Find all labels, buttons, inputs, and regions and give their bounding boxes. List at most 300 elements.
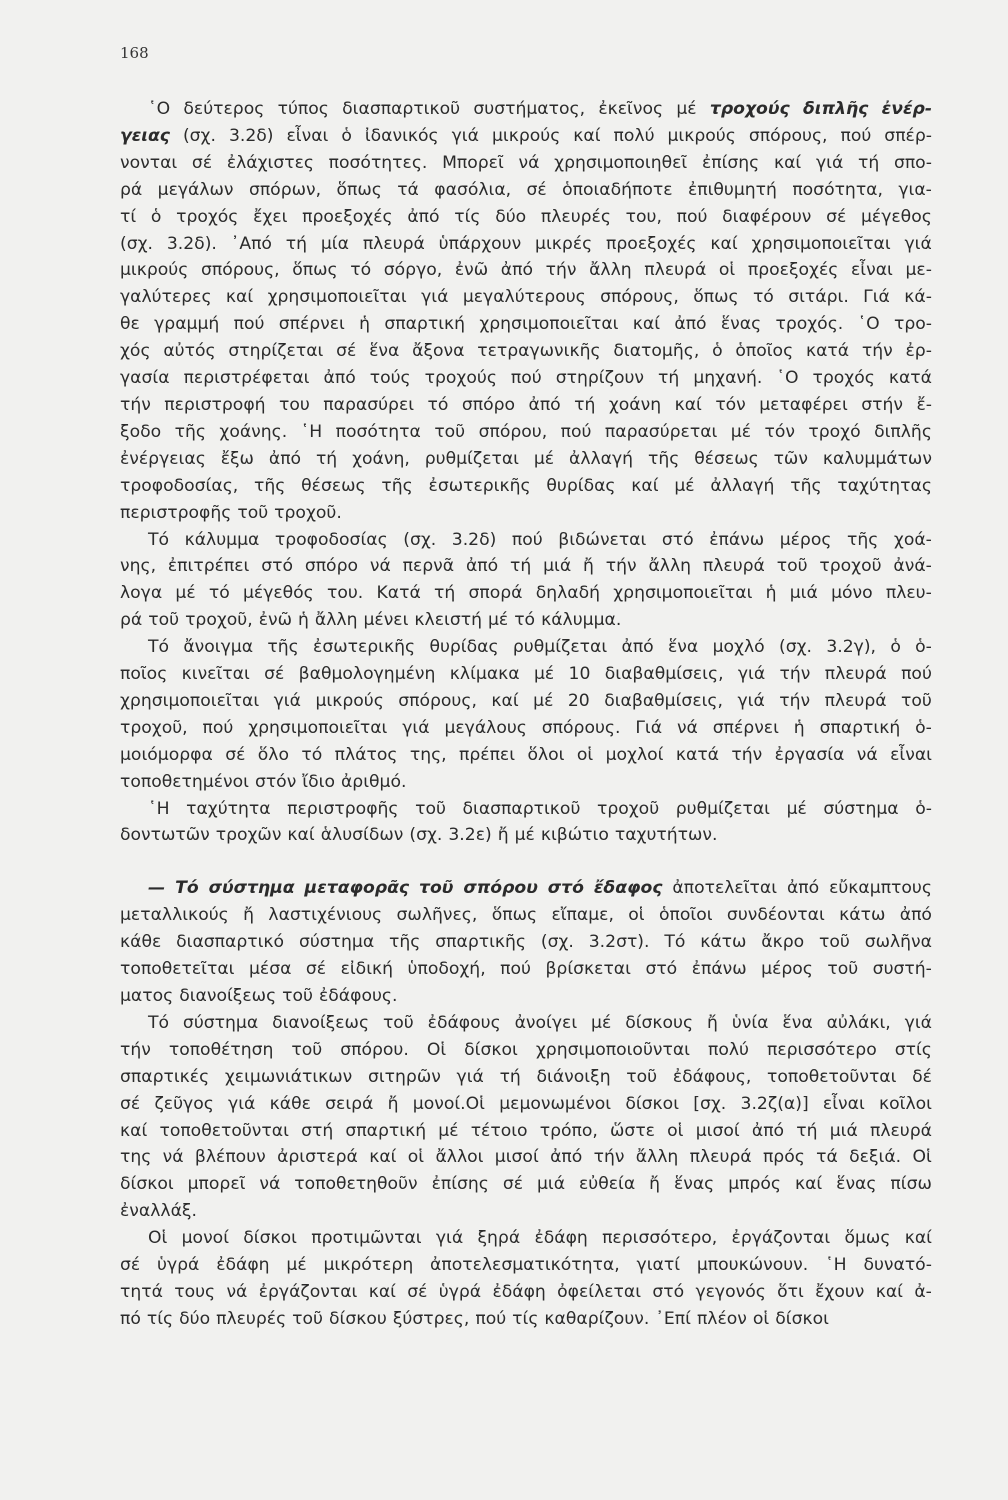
word: κατά: [675, 744, 720, 765]
word: πλευρά: [702, 556, 765, 577]
word: νά: [162, 1147, 184, 1168]
word: στηρίζουν: [555, 368, 645, 389]
word: τί: [120, 206, 137, 227]
word: τούς: [369, 368, 411, 389]
word: χοά-: [893, 529, 932, 550]
section-gap: [120, 849, 932, 875]
word: (σχ.: [778, 637, 812, 658]
word: ὥστε: [610, 1120, 655, 1141]
word: ἀνά-: [893, 556, 932, 577]
word: εἶναι: [890, 744, 932, 765]
word: ξηρά: [477, 1228, 521, 1249]
text-line: [120, 419, 932, 446]
word: τετραγωνικῆς: [477, 341, 601, 362]
word: προεξοχές: [606, 233, 697, 254]
word: ἤ: [649, 1174, 661, 1195]
word: συνδέονται: [726, 905, 825, 926]
word: σπαρτικές: [120, 1066, 210, 1087]
emphasized-word: διπλῆς: [802, 99, 869, 119]
word: σύστημα: [823, 798, 899, 819]
word: ὁ-: [915, 717, 932, 738]
word: 10: [568, 664, 591, 685]
word: σπόρο: [461, 394, 516, 415]
word: τήν: [779, 690, 811, 711]
word: ὅλο: [257, 744, 289, 765]
word: καλυμμάτων: [822, 448, 932, 469]
word: σύστημα: [182, 1012, 259, 1033]
word: ὁ: [712, 341, 723, 362]
text-line: [120, 1091, 932, 1118]
word: τοποθετεῖται: [120, 959, 235, 980]
word: τήν: [861, 341, 893, 362]
word: γιά: [904, 1012, 932, 1033]
word: χοάνη,: [352, 448, 410, 469]
word: της: [120, 1147, 152, 1168]
word: χρησιμοποιηθεῖ: [554, 152, 688, 173]
word: ἁλυσίδων: [320, 825, 404, 846]
word: ῾Ο: [857, 314, 880, 335]
text-line: [120, 1171, 932, 1198]
word: νης,: [120, 556, 157, 577]
word: καί: [631, 475, 659, 496]
word: διπλῆς: [874, 421, 932, 442]
text-line: [120, 607, 932, 634]
word: ὑγρά: [438, 1281, 482, 1302]
word: πλέον: [696, 1308, 747, 1329]
word: προεξοχές: [747, 260, 839, 281]
word: σέ: [826, 206, 847, 227]
word: τοποθετημένοι: [120, 771, 249, 792]
word: διαβαθμίσεις,: [604, 690, 723, 711]
word: ἐκεῖνος: [598, 99, 664, 119]
word: περνᾶ: [402, 556, 455, 577]
word: γιά: [273, 690, 301, 711]
word: χοάνης.: [219, 421, 288, 442]
word: καθαρίζουν.: [544, 1308, 650, 1329]
word: πού: [511, 529, 543, 550]
word: δοντωτῶν: [120, 825, 210, 846]
word: τό: [427, 394, 449, 415]
word: τοῦ: [901, 690, 932, 711]
text-line: [120, 365, 932, 392]
word: τήν: [779, 664, 811, 685]
word: σπόρους,: [200, 260, 280, 281]
word: τήν: [605, 556, 637, 577]
word: γιά: [904, 233, 932, 254]
word: ἔχει: [253, 206, 288, 227]
word: σέ: [120, 1093, 141, 1114]
word: ποσότητα,: [792, 179, 883, 200]
word: δίσκοι: [120, 1174, 174, 1195]
text-line: [120, 875, 932, 902]
word: πλευρά: [824, 664, 887, 685]
word: ἡ: [793, 717, 805, 738]
word: εὐθεία: [578, 1174, 636, 1195]
text-line: [120, 634, 932, 661]
word: ἐδάφη: [492, 1281, 546, 1302]
word: τῆς: [790, 475, 822, 496]
word: οἱ: [752, 1308, 770, 1329]
word: μεταλλικούς: [120, 905, 229, 926]
word: ξύστρες,: [392, 1308, 470, 1329]
emphasized-word: σύστημα: [208, 878, 295, 899]
word: τους: [174, 1281, 216, 1302]
paragraph: [120, 875, 932, 1010]
word: ἄκρο: [761, 932, 805, 953]
word: (σχ.: [409, 825, 443, 846]
word: ἀπό: [465, 556, 499, 577]
word: μισοί: [695, 1120, 740, 1141]
word: πλευρά: [824, 690, 887, 711]
word: τήν: [545, 260, 577, 281]
word: τήν: [593, 1147, 625, 1168]
word: περιστροφῆς: [120, 502, 232, 523]
word: ἀ-: [914, 1281, 932, 1302]
word: μέρος: [779, 529, 832, 550]
word: χρησιμοποιοῦνται: [535, 1039, 690, 1060]
word: 3.2στ).: [588, 932, 650, 953]
word: καί: [773, 152, 802, 173]
word: ταχύτητα: [186, 798, 271, 819]
word: διανοίξεως: [179, 986, 277, 1006]
word: ἐργασία: [774, 744, 845, 765]
word: νά: [226, 1281, 248, 1302]
word: τροφοδοσίας,: [120, 475, 239, 496]
word: δίσκοι: [775, 1308, 829, 1329]
word: ἄλλη: [648, 556, 692, 577]
word: εἶναι: [286, 125, 329, 146]
word: μιά: [536, 1174, 566, 1195]
paragraph: [120, 634, 932, 795]
body-text: [120, 96, 932, 1333]
word: γιά: [737, 664, 766, 685]
word: σπόρου,: [478, 421, 548, 442]
word: γεγονός: [695, 1281, 766, 1302]
paragraph: [120, 1010, 932, 1225]
word: σέ: [120, 1255, 141, 1276]
word: καί: [794, 1174, 823, 1195]
word: μηχανή.: [693, 368, 763, 389]
word: εἶναι: [851, 260, 893, 281]
word: μέ: [730, 421, 752, 442]
word: μιά: [543, 556, 572, 577]
word: ὁ-: [915, 798, 932, 819]
word: ὑνία: [731, 1012, 769, 1033]
word: ἀπό: [407, 206, 440, 227]
word: για-: [898, 179, 932, 200]
word: μέ: [533, 448, 555, 469]
word: καί: [368, 1281, 396, 1302]
word: διασπαρτικοῦ: [342, 99, 461, 119]
word: σπόρους,: [748, 125, 828, 146]
word: τό: [350, 260, 372, 281]
word: τοῦ: [819, 932, 850, 953]
word: γιά: [451, 125, 479, 146]
word: κάθε: [269, 1093, 311, 1114]
word: σέ: [264, 664, 285, 685]
word: μεγαλύτερους: [462, 287, 586, 308]
word: τή: [658, 368, 680, 389]
word: φασόλια,: [434, 179, 512, 200]
word: γιά: [421, 287, 449, 308]
word: διανοίξεως: [272, 1012, 370, 1033]
text-line: [120, 1225, 932, 1252]
word: 20: [567, 690, 590, 711]
word: κάθε: [120, 932, 162, 953]
word: τήν: [120, 394, 151, 415]
text-line: [120, 822, 932, 849]
word: ἤ: [707, 1012, 718, 1033]
text-line: [120, 473, 932, 500]
emphasized-word: γειας: [120, 125, 170, 146]
text-line: [120, 715, 932, 742]
word: ἐνέργειας: [120, 448, 206, 469]
word: γιά: [435, 1228, 464, 1249]
word: χός: [120, 341, 151, 362]
text-line: [120, 257, 932, 284]
word: γιά: [815, 152, 844, 173]
word: ὑγρά: [157, 1255, 200, 1276]
text-line: [120, 500, 932, 527]
word: μικρούς: [315, 690, 384, 711]
text-line: [120, 580, 932, 607]
text-line: [120, 1118, 932, 1145]
word: της,: [409, 744, 447, 765]
word: σέ: [305, 959, 327, 980]
word: Τό: [664, 932, 686, 953]
word: ὅτι: [777, 1281, 804, 1302]
word: (σχ.: [182, 125, 216, 146]
word: τήν: [120, 1039, 151, 1060]
word: ὁ: [341, 125, 352, 146]
word: εἶναι: [822, 1093, 865, 1114]
text-line: [120, 688, 932, 715]
word: διατομῆς,: [613, 341, 700, 362]
word: σπόρους,: [398, 690, 477, 711]
word: μέ: [676, 99, 697, 119]
word: δίσκου: [328, 1308, 387, 1329]
word: [σχ.: [693, 1093, 727, 1114]
word: ἤ: [497, 825, 509, 846]
word: στό: [645, 959, 678, 980]
word: χρησιμοποιεῖται: [267, 287, 407, 308]
text-line: [120, 446, 932, 473]
word: πλευρά: [869, 1120, 932, 1141]
emphasized-word: Τό: [175, 878, 199, 899]
word: τό: [301, 744, 323, 765]
word: 3.2δ).: [166, 233, 217, 254]
word: καί: [369, 1147, 397, 1168]
word: θε: [120, 314, 140, 335]
word: περιστρέφεται: [183, 368, 310, 389]
word: δύο: [179, 1308, 211, 1329]
word: ἀπό: [550, 1147, 583, 1168]
word: 3.2δ): [228, 125, 274, 146]
word: τροφοδοσίας: [274, 529, 388, 550]
text-line: [120, 983, 932, 1010]
word: ἤ: [243, 905, 255, 926]
word: αὐτός: [163, 341, 216, 362]
word: ἀλλαγή: [569, 448, 634, 469]
word: πλάτος: [334, 744, 398, 765]
word: ἕνα: [668, 637, 699, 658]
word: ἕνα: [369, 341, 400, 362]
word: Οἱ: [148, 1228, 168, 1249]
word: του: [279, 394, 310, 415]
word: ὀφείλεται: [557, 1281, 642, 1302]
word: σπο-: [893, 152, 932, 173]
word: τῆς: [847, 529, 879, 550]
word: καί: [573, 125, 601, 146]
word: δίσκοι: [625, 1093, 680, 1114]
word: μέγεθός: [242, 583, 314, 604]
text-line: [120, 123, 932, 150]
word: πίσω: [890, 1174, 932, 1195]
word: κάτω: [700, 932, 747, 953]
word: κλίμακα: [449, 664, 520, 685]
word: ἐνῶ: [454, 260, 489, 281]
word: ἕνας: [720, 314, 762, 335]
word: ἐσωτερικῆς: [313, 637, 416, 658]
text-line: [120, 284, 932, 311]
word: γιά: [228, 1093, 256, 1114]
word: μέ: [674, 475, 695, 496]
word: καί: [491, 690, 519, 711]
word: τῆς: [389, 932, 421, 953]
word: δίσκοι: [243, 1228, 297, 1249]
word: τοποθετοῦνται: [159, 1120, 289, 1141]
word: ἐπάνω: [709, 529, 765, 550]
word: μπουκώνουν.: [696, 1255, 809, 1276]
word: βιδώνεται: [558, 529, 647, 550]
word: στό: [261, 556, 293, 577]
word: ἀπό: [323, 368, 356, 389]
word: τῶν: [773, 448, 808, 469]
word: ἡ: [765, 583, 777, 604]
emphasized-word: —: [148, 878, 166, 899]
text-line: [120, 742, 932, 769]
word: λογα: [120, 583, 163, 604]
word: τῆς: [381, 475, 413, 496]
word: τό: [208, 583, 230, 604]
word: ἀπό: [899, 905, 932, 926]
word: διάνοιξη: [536, 1066, 611, 1087]
word: εὔκαμπτους: [829, 878, 932, 899]
word: τροχοῦ: [819, 556, 882, 577]
word: πού: [475, 1308, 507, 1329]
word: τό: [752, 287, 774, 308]
word: Γιά: [635, 717, 663, 738]
word: ἔξω: [220, 448, 254, 469]
word: τήν: [731, 744, 763, 765]
word: μεταφέρει: [759, 394, 848, 415]
text-line: [120, 1010, 932, 1037]
word: σπέρ-: [884, 125, 932, 146]
word: μικρότερη: [323, 1255, 414, 1276]
word: διαβαθμίσεις,: [604, 664, 724, 685]
word: στήν: [861, 394, 903, 415]
word: εἴπαμε,: [551, 905, 614, 926]
word: ἐλάχιστες: [226, 152, 314, 173]
word: ἐπίσης: [701, 152, 760, 173]
word: θέσεως: [301, 475, 366, 496]
word: νά: [369, 556, 391, 577]
word: ρυθμίζεται: [424, 448, 519, 469]
word: καί: [287, 825, 315, 846]
word: μονοί.Οἱ: [412, 1093, 485, 1114]
word: μέ: [487, 610, 509, 631]
word: τοῦ: [282, 986, 313, 1006]
word: ἀριστερά: [277, 1147, 358, 1168]
word: καί: [875, 1281, 903, 1302]
word: ρά: [120, 610, 143, 631]
emphasized-word: σπόρου: [463, 878, 538, 899]
emphasized-word: τοῦ: [419, 878, 454, 899]
word: ἄξονα: [412, 341, 465, 362]
word: πρός: [762, 1147, 805, 1168]
word: ἄλλη: [314, 610, 358, 631]
emphasized-word: ἔδαφος: [593, 878, 663, 899]
word: δηλαδή: [535, 583, 601, 604]
word: στό: [652, 1281, 685, 1302]
word: ὅπως: [336, 179, 382, 200]
word: ἡ: [298, 610, 309, 631]
word: καί: [710, 233, 738, 254]
word: ἀπό: [786, 878, 820, 899]
word: (σχ.: [120, 233, 153, 254]
word: ἤ: [387, 1093, 399, 1114]
text-line: [120, 311, 932, 338]
word: τή: [315, 448, 338, 469]
word: τοποθετοῦνται: [767, 1066, 897, 1087]
word: πό: [120, 1308, 141, 1329]
word: ἕνα: [782, 1012, 813, 1033]
word: περισσότερο: [766, 1039, 877, 1060]
word: θυρίδας: [429, 637, 499, 658]
word: 3.2ζ(α)]: [740, 1093, 809, 1114]
word: σωλῆνα: [864, 932, 932, 953]
word: στηρίζεται: [228, 341, 324, 362]
word: ὁποιαδήποτε: [562, 179, 673, 200]
word: μικρούς: [667, 125, 736, 146]
word: σπόρου.: [340, 1039, 409, 1060]
word: νά: [259, 1174, 281, 1195]
word: μικρές: [535, 233, 593, 254]
word: τοποθέτηση: [168, 1039, 274, 1060]
word: σόργο,: [383, 260, 443, 281]
word: ὁ: [150, 206, 162, 227]
word: σέ: [407, 1281, 428, 1302]
paragraph: [120, 1225, 932, 1333]
word: ὅμως: [844, 1228, 891, 1249]
word: μέ: [438, 1120, 459, 1141]
word: ὅπως: [693, 287, 739, 308]
word: δίσκους: [625, 1012, 694, 1033]
word: γραμμή: [154, 314, 220, 335]
word: μέ: [514, 825, 535, 846]
text-line: [120, 956, 932, 983]
word: τοῦ: [776, 556, 808, 577]
word: τίς: [146, 1308, 174, 1329]
word: ἤ: [583, 556, 594, 577]
word: ξοδο: [120, 421, 162, 442]
word: μέ: [786, 798, 807, 819]
word: ὅπως: [491, 905, 538, 926]
word: τή: [510, 556, 532, 577]
paragraph: [120, 796, 932, 850]
word: ἄνοιγμα: [183, 637, 254, 658]
word: καί: [120, 1120, 148, 1141]
